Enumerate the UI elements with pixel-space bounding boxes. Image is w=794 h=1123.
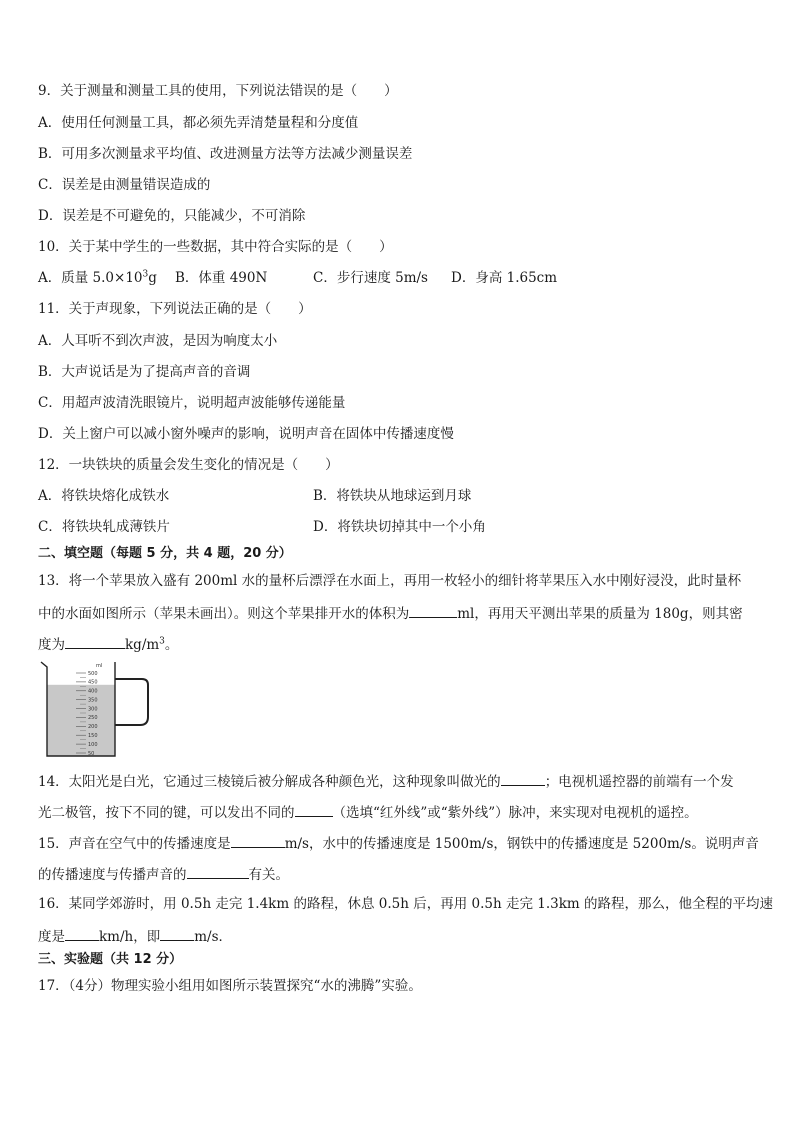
q12-option-d: D．将铁块切掉其中一个小角 [313,519,486,535]
q10-option-b: B．体重 490N [175,270,268,286]
q13-blank-volume[interactable] [409,603,457,618]
q16-blank-kmh[interactable] [65,926,99,941]
q10-option-d: D．身高 1.65cm [451,270,558,286]
q11-option-c: C．用超声波清洗眼镜片，说明超声波能够传递能量 [38,395,346,411]
q12-option-c: C．将铁块轧成薄铁片 [38,519,170,535]
q15-line2: 的传播速度与传播声音的 有关。 [38,864,289,884]
q15-blank-medium[interactable] [187,864,249,879]
q11-option-d: D．关上窗户可以减小窗外噪声的影响，说明声音在固体中传播速度慢 [38,426,454,442]
scale-tick-label: 300 [88,706,98,713]
measuring-cup-figure [38,659,154,759]
scale-tick-label: 250 [88,715,98,722]
q9-option-c: C．误差是由测量错误造成的 [38,177,211,193]
q9-stem: 9．关于测量和测量工具的使用，下列说法错误的是（ ） [38,83,398,99]
q14-line2: 光二极管，按下不同的键，可以发出不同的 （选填“红外线”或“紫外线”）脉冲，来实现对电视机的遥控。 [38,802,698,822]
scale-tick-label: 500 [88,670,98,677]
scale-tick-label: 200 [88,724,98,731]
q11-option-b: B．大声说话是为了提高声音的音调 [38,364,251,380]
q14-blank-radiation[interactable] [295,802,333,817]
scale-tick-label: 100 [88,741,98,748]
scale-tick-label: 50 [88,750,95,757]
measuring-cup-svg [38,659,154,759]
q13-line2: 中的水面如图所示（苹果未画出）。则这个苹果排开水的体积为 ml，再用天平测出苹果的质量为 180g，则其密 [38,603,743,623]
q14-line1: 14．太阳光是白光，它通过三棱镜后被分解成各种颜色光，这种现象叫做光的 ；电视机遥控器的前端有一个发 [38,771,734,791]
q15-blank-air-speed[interactable] [231,833,285,848]
cup-handle [115,679,148,725]
q16-line1: 16．某同学郊游时，用 0.5h 走完 1.4km 的路程，休息 0.5h 后，再用 0.5h 走完 1.3km 的路程，那么，他全程的平均速 [38,896,773,912]
q14-blank-phenomenon[interactable] [501,771,545,786]
q12-option-b: B．将铁块从地球运到月球 [313,488,472,504]
q12-option-a: A．将铁块熔化成铁水 [38,488,170,504]
scale-tick-label: 450 [88,679,98,686]
q11-stem: 11．关于声现象，下列说法正确的是（ ） [38,301,312,317]
q9-option-d: D．误差是不可避免的，只能减少，不可消除 [38,208,306,224]
q10-option-a: A．质量 $5.0\times 10^3g$ [38,269,157,286]
q15-line1: 15．声音在空气中的传播速度是 m/s，水中的传播速度是 1500m/s，钢铁中的传播速度是 5200m/s。说明声音 [38,833,759,853]
water-level [47,685,115,756]
q9-option-b: B．可用多次测量求平均值、改进测量方法等方法减少测量误差 [38,146,413,162]
q17-line1: 17．（4分）物理实验小组用如图所示装置探究“水的沸腾”实验。 [38,978,422,994]
q13-line3: 度为 $kg/m^3$。 [38,634,178,654]
scale-tick-label: 400 [88,688,98,695]
q10-options [38,269,157,287]
q13-line1: 13．将一个苹果放入盛有 200ml 水的量杯后漂浮在水面上，再用一枚轻小的细针将苹果压入水中刚好浸没，此时量杯 [38,573,742,589]
scale-tick-label: 150 [88,733,98,740]
section-heading-fill-in: 二、填空题（每题 5 分，共 4 题，20 分） [38,546,292,561]
q9-option-a: A．使用任何测量工具，都必须先弄清楚量程和分度值 [38,115,359,131]
section-heading-experiment: 三、实验题（共 12 分） [38,952,183,967]
q10-option-c: C．步行速度 5m/s [313,270,428,286]
scale-unit-label: ml [96,663,103,669]
q16-line2: 度是 km/h，即 m/s． [38,926,232,946]
q13-blank-density[interactable] [65,634,125,649]
q10-stem: 10．关于某中学生的一些数据，其中符合实际的是（ ） [38,239,393,255]
q16-blank-ms[interactable] [160,926,194,941]
q12-stem: 12．一块铁块的质量会发生变化的情况是（ ） [38,457,339,473]
q11-option-a: A．人耳听不到次声波，是因为响度太小 [38,333,278,349]
scale-tick-label: 350 [88,697,98,704]
